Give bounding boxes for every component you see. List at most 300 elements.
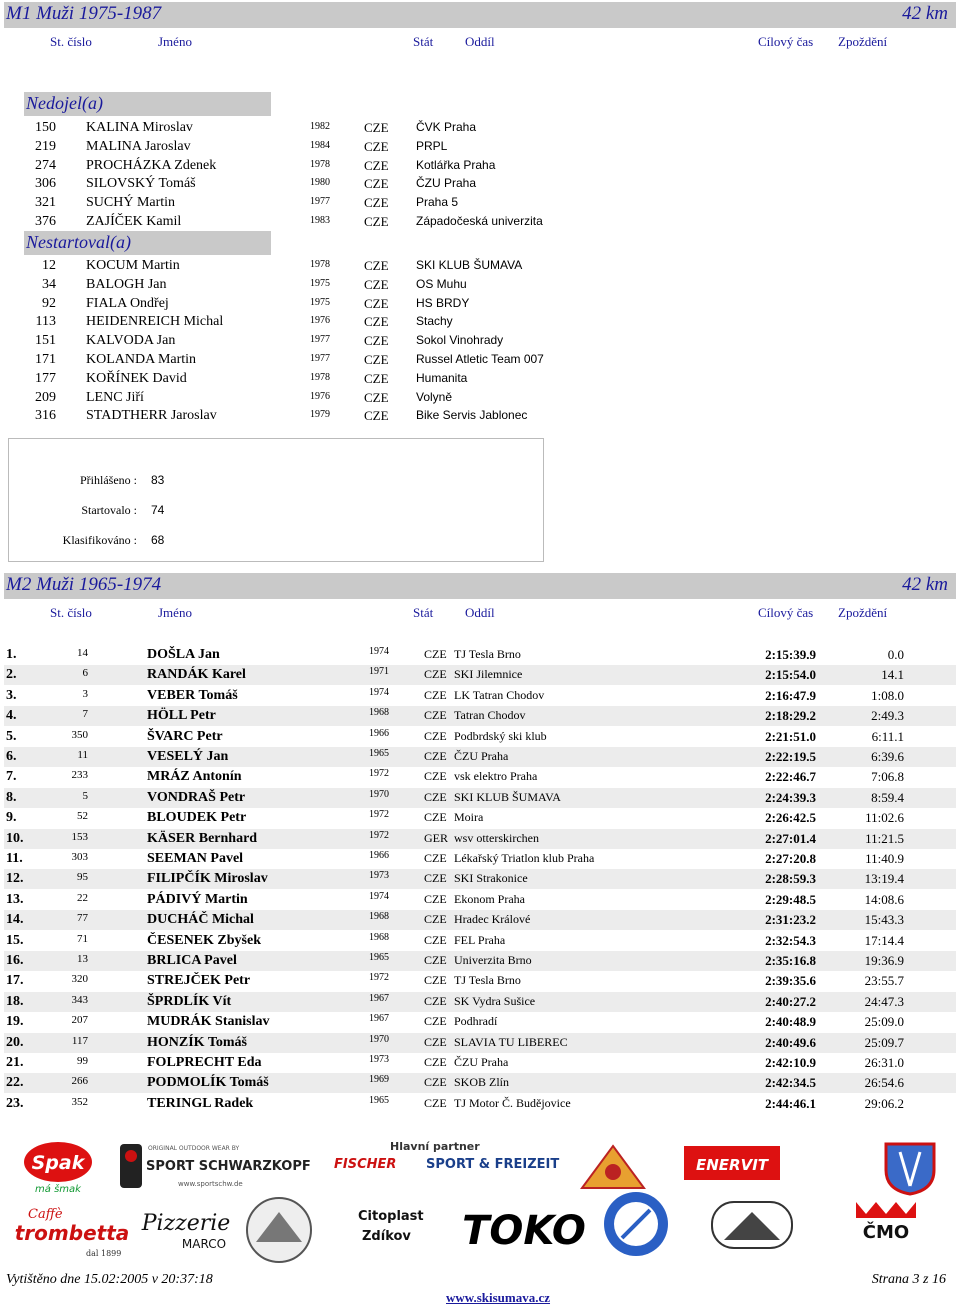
athlete-name: VONDRAŠ Petr (147, 789, 246, 805)
list-item (0, 158, 700, 177)
table-row (4, 971, 956, 991)
athlete-name: PÁDIVÝ Martin (147, 891, 248, 907)
birth-year: 1977 (310, 334, 330, 346)
country-code: CZE (424, 993, 447, 1008)
bib-number: 343 (71, 993, 88, 1006)
col-time: Cílový čas (758, 605, 814, 620)
birth-year: 1975 (310, 277, 330, 289)
club-name: Sokol Vinohrady (416, 333, 504, 348)
club-name: FEL Praha (454, 932, 506, 947)
club-name: SKI Jilemnice (454, 667, 523, 682)
table-row (4, 1012, 956, 1032)
col-state: Stát (413, 34, 434, 49)
athlete-name: TERINGL Radek (147, 1095, 254, 1111)
bib-number: 233 (71, 769, 88, 782)
time-gap: 2:49.3 (871, 708, 904, 724)
birth-year: 1972 (369, 829, 389, 841)
time-gap: 11:02.6 (865, 810, 904, 826)
country-code: CZE (424, 789, 447, 804)
athlete-name: BLOUDEK Petr (147, 810, 247, 826)
finish-time: 2:40:48.9 (765, 1014, 816, 1030)
time-gap: 8:59.4 (871, 789, 904, 805)
birth-year: 1976 (310, 315, 330, 327)
finish-time: 2:27:01.4 (765, 830, 816, 846)
spak-logo (22, 1140, 98, 1196)
started-value: 74 (151, 503, 165, 517)
table-row (4, 890, 956, 910)
bib-number: 77 (77, 912, 88, 925)
club-name: Moira (454, 810, 484, 825)
birth-year: 1970 (369, 1033, 389, 1045)
citoplast-logo (354, 1204, 434, 1244)
table-row (4, 808, 956, 828)
bib-number: 209 (35, 389, 56, 405)
club-name: SK Vydra Sušice (454, 993, 536, 1008)
marco-text: MARCO (181, 1237, 227, 1251)
athlete-name: FOLPRECHT Eda (147, 1055, 262, 1070)
rank: 10. (6, 830, 24, 846)
athlete-name: MUDRÁK Stanislav (147, 1014, 270, 1030)
col-club: Oddíl (465, 605, 495, 620)
athlete-name: MALINA Jaroslav (86, 138, 191, 154)
bib-number: 11 (77, 749, 88, 761)
time-gap: 0.0 (887, 647, 904, 662)
athlete-name: KALINA Miroslav (86, 120, 193, 135)
country-code: CZE (364, 120, 389, 135)
rank: 3. (6, 687, 17, 703)
rank: 13. (6, 891, 24, 907)
birth-year: 1974 (369, 646, 389, 657)
birth-year: 1983 (310, 215, 330, 226)
rank: 5. (6, 728, 17, 744)
birth-year: 1967 (369, 992, 389, 1004)
country-code: CZE (424, 687, 447, 702)
bib-number: 113 (35, 314, 56, 330)
birth-year: 1968 (369, 707, 389, 719)
finish-time: 2:29:48.5 (765, 891, 816, 907)
bib-number: 153 (71, 830, 88, 843)
athlete-name: BALOGH Jan (86, 276, 167, 292)
country-code: CZE (364, 352, 389, 367)
rank: 7. (6, 769, 17, 785)
stats-box (8, 438, 544, 562)
club-name: ČZU Praha (416, 176, 477, 191)
bib-number: 52 (77, 810, 88, 823)
athlete-name: KOŘÍNEK David (86, 370, 187, 386)
club-name: Podhradí (454, 1014, 498, 1029)
caffe-text: Caffè (28, 1207, 63, 1222)
rank: 18. (6, 993, 24, 1009)
club-name: wsv otterskirchen (454, 830, 539, 845)
birth-year: 1978 (310, 371, 330, 383)
category-distance: 42 km (902, 3, 948, 24)
athlete-name: MRÁZ Antonín (147, 769, 242, 785)
club-name: Univerzita Brno (454, 953, 532, 967)
rank: 22. (6, 1075, 24, 1091)
club-name: TJ Tesla Brno (454, 973, 521, 988)
list-item (0, 139, 700, 158)
bib-number: 34 (42, 276, 56, 292)
athlete-name: KALVODA Jan (86, 333, 176, 349)
time-gap: 11:21.5 (865, 830, 904, 846)
list-item (0, 314, 700, 333)
pizzerie-text: Pizzerie (141, 1211, 231, 1236)
birth-year: 1972 (369, 768, 389, 780)
athlete-name: KOLANDA Martin (86, 352, 197, 367)
list-item (0, 390, 700, 409)
finish-time: 2:16:47.9 (765, 687, 816, 703)
birth-year: 1966 (369, 727, 389, 739)
table-row (4, 992, 956, 1012)
time-gap: 26:31.0 (864, 1055, 904, 1070)
finish-time: 2:42:10.9 (765, 1055, 816, 1070)
table-row (4, 931, 956, 951)
rank: 23. (6, 1095, 24, 1111)
birth-year: 1972 (369, 972, 389, 984)
category-band-m2 (4, 573, 956, 599)
country-code: CZE (424, 708, 447, 723)
category-distance: 42 km (902, 574, 948, 595)
table-row (4, 1033, 956, 1053)
birth-year: 1967 (369, 1013, 389, 1025)
bib-number: 3 (82, 687, 88, 700)
club-name: Praha 5 (416, 195, 459, 210)
club-name: Humanita (416, 370, 468, 385)
website-link[interactable]: www.skisumava.cz (446, 1290, 551, 1305)
rank: 9. (6, 810, 17, 826)
time-gap: 14.1 (881, 667, 904, 683)
toko-logo (462, 1194, 586, 1260)
club-name: Russel Atletic Team 007 (416, 352, 544, 366)
club-name: Tatran Chodov (454, 708, 526, 723)
col-bib: St. číslo (50, 605, 92, 620)
club-name: TJ Motor Č. Budějovice (454, 1095, 571, 1110)
athlete-name: HÖLL Petr (147, 708, 216, 724)
rank: 21. (6, 1055, 24, 1070)
table-row (4, 727, 956, 747)
bib-number: 316 (35, 408, 56, 424)
country-code: CZE (424, 1034, 447, 1049)
col-bib: St. číslo (50, 34, 92, 49)
finish-time: 2:21:51.0 (765, 728, 816, 744)
dns-label: Nestartoval(a) (26, 232, 131, 252)
registered-value: 83 (151, 473, 165, 487)
country-code: CZE (364, 333, 389, 349)
birth-year: 1980 (310, 177, 330, 189)
cmo-logo (836, 1200, 936, 1250)
classified-label: Klasifikováno : (62, 533, 137, 547)
time-gap: 29:06.2 (864, 1095, 904, 1111)
birth-year: 1984 (310, 139, 330, 151)
club-name: ČZU Praha (454, 749, 509, 763)
bib-number: 274 (35, 157, 56, 173)
birth-year: 1974 (369, 890, 389, 902)
bib-number: 376 (35, 214, 56, 229)
col-state: Stát (413, 605, 434, 620)
bib-number: 150 (35, 120, 56, 135)
time-gap: 26:54.6 (864, 1075, 904, 1091)
club-name: SKI Strakonice (454, 871, 528, 886)
classified-value: 68 (151, 533, 165, 547)
rank: 8. (6, 789, 17, 805)
birth-year: 1972 (369, 809, 389, 821)
table-row (4, 665, 956, 685)
country-code: CZE (364, 389, 389, 405)
zdikov-text: Zdíkov (362, 1229, 411, 1244)
bib-number: 6 (82, 667, 88, 680)
crest-logo (880, 1140, 940, 1196)
rank: 16. (6, 953, 24, 968)
country-code: CZE (424, 1075, 447, 1090)
toko-text: TOKO (462, 1208, 586, 1254)
finish-time: 2:40:49.6 (765, 1034, 816, 1050)
finish-time: 2:15:39.9 (765, 647, 816, 662)
country-code: CZE (364, 408, 389, 424)
athlete-name: PROCHÁZKA Zdenek (86, 157, 217, 173)
club-name: vsk elektro Praha (454, 769, 538, 784)
trombetta-year: dal 1899 (86, 1249, 122, 1258)
finish-time: 2:24:39.3 (765, 789, 816, 805)
club-name: Volyně (416, 389, 453, 404)
club-name: SLAVIA TU LIBEREC (454, 1034, 568, 1049)
time-gap: 25:09.7 (864, 1034, 904, 1050)
table-row (4, 1094, 956, 1114)
club-name: Hradec Králové (454, 912, 531, 927)
bib-number: 92 (42, 295, 56, 311)
schwarzkopf-tagline: ORIGINAL OUTDOOR WEAR BY (148, 1145, 240, 1152)
time-gap: 13:19.4 (864, 871, 904, 887)
finish-time: 2:44:46.1 (765, 1095, 816, 1111)
schwarzkopf-url: www.sportschw.de (178, 1180, 243, 1188)
birth-year: 1973 (369, 1054, 389, 1065)
finish-time: 2:31:23.2 (765, 912, 816, 928)
fischer-text: FISCHER (334, 1157, 397, 1172)
table-row (4, 686, 956, 706)
finish-time: 2:18:29.2 (765, 708, 816, 724)
list-item (0, 258, 700, 277)
athlete-name: VEBER Tomáš (147, 687, 238, 703)
list-item (0, 352, 700, 371)
country-code: CZE (424, 973, 447, 988)
rank: 1. (6, 647, 17, 662)
time-gap: 19:36.9 (864, 953, 904, 968)
country-code: CZE (364, 195, 389, 211)
table-row (4, 767, 956, 787)
country-code: GER (424, 830, 448, 845)
country-code: CZE (364, 157, 389, 173)
bib-number: 71 (77, 932, 88, 945)
athlete-name: ŠPRDLÍK Vít (147, 993, 232, 1009)
athlete-name: SUCHÝ Martin (86, 195, 176, 211)
country-code: CZE (424, 912, 447, 927)
bib-number: 13 (77, 953, 88, 965)
birth-year: 1965 (369, 952, 389, 963)
country-code: CZE (424, 810, 447, 825)
dnf-heading (24, 92, 271, 116)
spak-tagline: má šmak (35, 1184, 81, 1195)
birth-year: 1974 (369, 686, 389, 698)
country-code: CZE (424, 1014, 447, 1029)
finish-time: 2:32:54.3 (765, 932, 816, 948)
list-item (0, 120, 700, 139)
time-gap: 7:06.8 (871, 769, 904, 785)
birth-year: 1977 (310, 196, 330, 208)
table-row (4, 849, 956, 869)
bib-number: 350 (71, 728, 88, 741)
bib-number: 219 (35, 138, 56, 154)
birth-year: 1982 (310, 121, 330, 132)
birth-year: 1965 (369, 1094, 389, 1106)
finish-time: 2:22:46.7 (765, 769, 816, 785)
enervit-text: ENERVIT (695, 1156, 769, 1174)
athlete-name: ZAJÍČEK Kamil (86, 214, 182, 229)
country-code: CZE (364, 258, 389, 273)
country-code: CZE (364, 214, 389, 229)
enervit-logo (684, 1146, 780, 1180)
started-label: Startovalo : (81, 503, 137, 517)
country-code: CZE (364, 276, 389, 292)
bib-number: 177 (35, 370, 56, 386)
bib-number: 117 (71, 1034, 88, 1047)
club-name: SKI KLUB ŠUMAVA (454, 789, 561, 804)
country-code: CZE (424, 667, 447, 682)
athlete-name: FIALA Ondřej (86, 295, 169, 311)
athlete-name: SILOVSKÝ Tomáš (86, 176, 196, 192)
category-title: M2 Muži 1965-1974 (6, 574, 162, 595)
club-name: Ekonom Praha (454, 891, 525, 906)
country-code: CZE (424, 769, 447, 784)
club-name: Lékařský Triatlon klub Praha (454, 851, 595, 865)
birth-year: 1970 (369, 788, 389, 800)
athlete-name: STADTHERR Jaroslav (86, 408, 217, 424)
club-name: Podbrdský ski klub (454, 728, 547, 743)
athlete-name: KÄSER Bernhard (147, 830, 258, 846)
club-name: HS BRDY (416, 295, 470, 310)
table-row (4, 1073, 956, 1093)
rank: 14. (6, 912, 24, 928)
country-code: CZE (364, 295, 389, 311)
arnika-logo (578, 1142, 648, 1192)
country-code: CZE (364, 370, 389, 386)
freizeit-text: SPORT & FREIZEIT (426, 1157, 560, 1172)
finish-time: 2:27:20.8 (765, 851, 816, 866)
table-row (4, 951, 956, 971)
main-partner-logo (330, 1136, 560, 1176)
ski-emblem-logo (244, 1196, 314, 1264)
col-gap: Zpoždění (838, 605, 888, 620)
main-partner-label: Hlavní partner (390, 1140, 480, 1153)
bib-number: 99 (77, 1055, 88, 1067)
country-code: CZE (424, 1055, 447, 1069)
birth-year: 1979 (310, 409, 330, 421)
club-name: PRPL (416, 138, 448, 153)
list-item (0, 371, 700, 390)
pizzerie-logo (134, 1204, 238, 1258)
registered-label: Přihlášeno : (80, 473, 137, 487)
dnf-label: Nedojel(a) (26, 93, 103, 113)
club-name: OS Muhu (416, 276, 467, 291)
bib-number: 22 (77, 891, 88, 904)
cmo-text: ČMO (862, 1222, 910, 1243)
list-item (0, 277, 700, 296)
bib-number: 306 (35, 176, 56, 192)
time-gap: 25:09.0 (864, 1014, 904, 1030)
list-item (0, 296, 700, 315)
club-name: ČVK Praha (416, 120, 477, 134)
country-code: CZE (424, 851, 447, 865)
rank: 6. (6, 749, 17, 764)
finish-time: 2:42:34.5 (765, 1075, 816, 1091)
time-gap: 17:14.4 (864, 932, 904, 948)
page-number: Strana 3 z 16 (871, 1272, 946, 1287)
table-row (4, 706, 956, 726)
list-item (0, 408, 700, 427)
club-name: ČZU Praha (454, 1055, 509, 1069)
birth-year: 1971 (369, 666, 389, 678)
schwarzkopf-text: SPORT SCHWARZKOPF (146, 1159, 311, 1174)
athlete-name: PODMOLÍK Tomáš (147, 1075, 269, 1091)
list-item (0, 195, 700, 214)
time-gap: 23:55.7 (864, 973, 904, 989)
time-gap: 24:47.3 (864, 993, 904, 1009)
category-band-m1 (4, 2, 956, 28)
athlete-name: HONZÍK Tomáš (147, 1034, 247, 1050)
bib-number: 12 (42, 258, 56, 273)
country-code: CZE (424, 932, 447, 947)
category-title: M1 Muži 1975-1987 (6, 3, 162, 24)
country-code: CZE (364, 314, 389, 330)
athlete-name: SEEMAN Pavel (147, 851, 244, 866)
rank: 11. (6, 851, 23, 866)
bib-number: 266 (71, 1075, 88, 1088)
bib-number: 14 (77, 647, 88, 659)
birth-year: 1968 (369, 911, 389, 923)
bib-number: 7 (82, 708, 88, 721)
spak-text: Spak (31, 1152, 85, 1174)
birth-year: 1966 (369, 850, 389, 861)
time-gap: 11:40.9 (865, 851, 904, 866)
finish-time: 2:35:16.8 (765, 953, 816, 968)
birth-year: 1965 (369, 748, 389, 759)
trombetta-text: trombetta (14, 1221, 130, 1245)
bib-number: 151 (35, 333, 56, 349)
time-gap: 6:39.6 (871, 749, 904, 764)
birth-year: 1977 (310, 353, 330, 364)
rank: 12. (6, 871, 24, 887)
club-name: SKOB Zlín (454, 1075, 510, 1090)
athlete-name: LENC Jiří (86, 389, 144, 405)
club-name: TJ Tesla Brno (454, 647, 521, 661)
print-date: Vytištěno dne 15.02:2005 v 20:37:18 (6, 1272, 213, 1287)
col-name: Jméno (158, 605, 192, 620)
athlete-name: KOCUM Martin (86, 258, 180, 273)
athlete-name: DUCHÁČ Michal (147, 912, 254, 928)
rank: 2. (6, 667, 17, 683)
country-code: CZE (424, 891, 447, 906)
time-gap: 6:11.1 (871, 728, 904, 744)
birth-year: 1973 (369, 870, 389, 882)
time-gap: 1:08.0 (871, 687, 904, 703)
athlete-name: VESELÝ Jan (147, 749, 229, 764)
birth-year: 1978 (310, 259, 330, 270)
bib-number: 171 (35, 352, 56, 367)
athlete-name: RANDÁK Karel (147, 667, 246, 683)
country-code: CZE (424, 647, 447, 661)
athlete-name: FILIPČÍK Miroslav (147, 871, 268, 887)
athlete-name: DOŠLA Jan (147, 647, 220, 662)
tuma-logo (706, 1192, 798, 1254)
country-code: CZE (424, 1095, 447, 1110)
